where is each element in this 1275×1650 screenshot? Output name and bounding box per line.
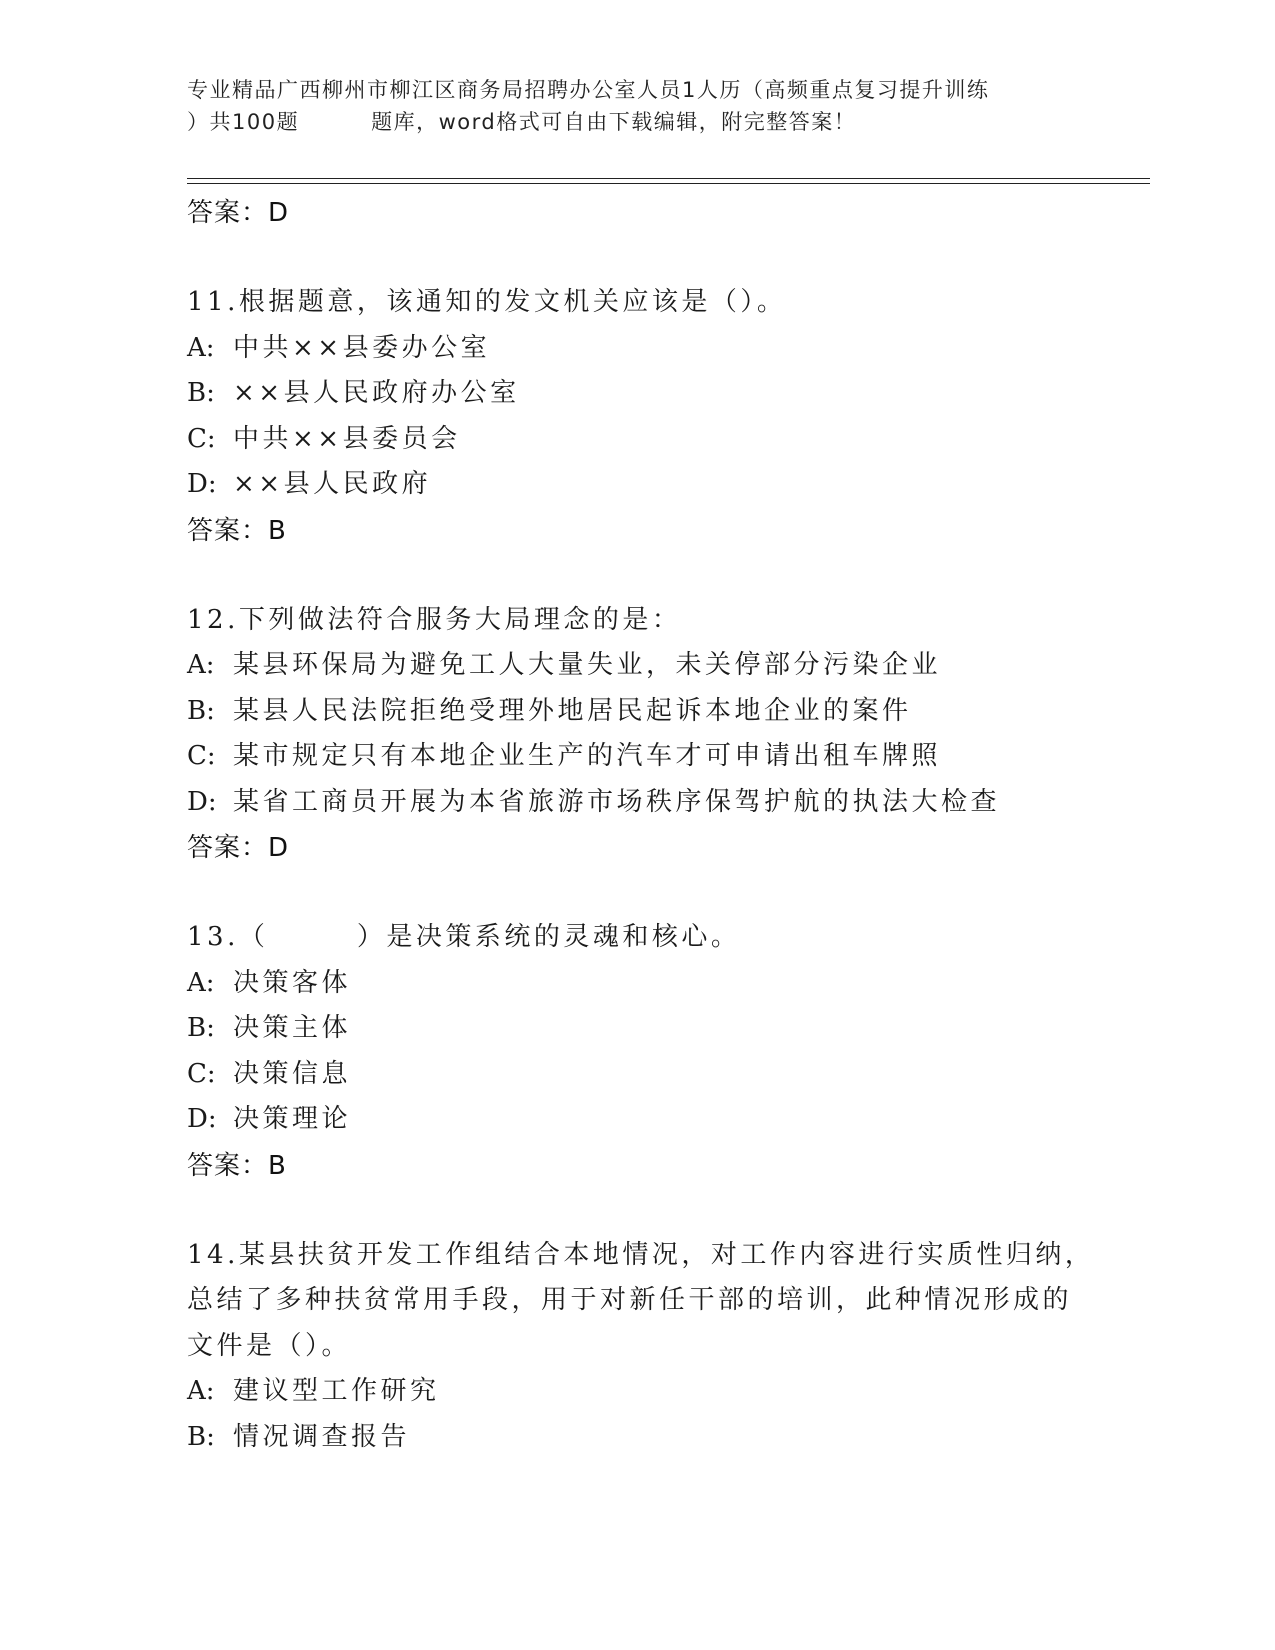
option-text: ××县人民政府 bbox=[233, 469, 432, 499]
question-answer: 答案：B bbox=[187, 1150, 287, 1181]
question-list bbox=[187, 190, 1147, 1460]
option-key: C: bbox=[187, 423, 216, 454]
question-line: 根据题意，该通知的发文机关应该是（）。 bbox=[238, 287, 787, 317]
option-text: 某省工商员开展为本省旅游市场秩序保驾护航的执法大检查 bbox=[233, 786, 1001, 817]
question-13 bbox=[187, 915, 1147, 1189]
option-key: A: bbox=[187, 1376, 215, 1406]
question-text-continued: 总结了多种扶贫常用手段，用于对新任干部的培训，此种情况形成的 bbox=[187, 1285, 1073, 1315]
option-text: 建议型工作研究 bbox=[233, 1376, 440, 1406]
option-text: 情况调查报告 bbox=[233, 1421, 411, 1452]
option-text: 决策主体 bbox=[233, 1013, 352, 1043]
option-b bbox=[187, 371, 1147, 417]
header-line-2 bbox=[187, 106, 1087, 138]
question-number: 14. bbox=[187, 1239, 239, 1270]
question-text bbox=[187, 280, 1147, 326]
option-key: D: bbox=[187, 1104, 217, 1134]
option-text: 决策理论 bbox=[233, 1104, 352, 1134]
previous-question-answer: 答案：D bbox=[187, 198, 290, 228]
option-text: 中共××县委办公室 bbox=[233, 332, 491, 363]
question-11 bbox=[187, 280, 1147, 554]
option-c bbox=[187, 417, 1147, 463]
option-key: C: bbox=[187, 741, 216, 771]
option-c bbox=[187, 734, 1147, 780]
question-line: 下列做法符合服务大局理念的是： bbox=[238, 604, 682, 635]
question-answer: 答案：B bbox=[187, 515, 287, 546]
header-rule-top bbox=[187, 178, 1150, 179]
question-line: （ ）是决策系统的灵魂和核心。 bbox=[238, 922, 741, 952]
option-key: B: bbox=[187, 1013, 215, 1043]
question-answer: 答案：D bbox=[187, 833, 290, 863]
option-key: A: bbox=[187, 967, 215, 998]
header-line-2-part-1: ）共100题 bbox=[187, 110, 300, 134]
option-text: 决策客体 bbox=[233, 967, 352, 998]
question-number: 12. bbox=[187, 604, 239, 635]
question-number: 11. bbox=[187, 287, 239, 317]
option-a bbox=[187, 643, 1147, 689]
option-key: B: bbox=[187, 378, 215, 408]
option-key: A: bbox=[187, 650, 215, 680]
option-a bbox=[187, 1369, 1147, 1415]
option-a bbox=[187, 326, 1147, 372]
question-14 bbox=[187, 1233, 1147, 1461]
option-d bbox=[187, 780, 1147, 826]
option-b bbox=[187, 1006, 1147, 1052]
option-d bbox=[187, 1097, 1147, 1143]
header-line-1: 专业精品广西柳州市柳江区商务局招聘办公室人员1人历（高频重点复习提升训练 bbox=[187, 78, 990, 102]
option-text: 决策信息 bbox=[233, 1058, 352, 1089]
option-text: ××县人民政府办公室 bbox=[233, 378, 520, 408]
option-key: D: bbox=[187, 786, 217, 817]
option-key: B: bbox=[187, 695, 215, 726]
question-text bbox=[187, 1233, 1147, 1279]
option-text: 中共××县委员会 bbox=[233, 423, 461, 454]
page-header bbox=[187, 74, 1087, 138]
question-line: 某县扶贫开发工作组结合本地情况，对工作内容进行实质性归纳， bbox=[238, 1239, 1095, 1270]
option-text: 某市规定只有本地企业生产的汽车才可申请出租车牌照 bbox=[233, 741, 942, 771]
question-12 bbox=[187, 598, 1147, 872]
option-c bbox=[187, 1052, 1147, 1098]
option-key: A: bbox=[187, 332, 215, 363]
option-d bbox=[187, 462, 1147, 508]
header-rule-bottom bbox=[187, 183, 1150, 184]
option-key: C: bbox=[187, 1058, 216, 1089]
header-line-2-part-2: 题库，word格式可自由下载编辑，附完整答案！ bbox=[371, 110, 857, 134]
option-text: 某县人民法院拒绝受理外地居民起诉本地企业的案件 bbox=[233, 695, 912, 726]
option-b bbox=[187, 689, 1147, 735]
question-text bbox=[187, 598, 1147, 644]
question-number: 13. bbox=[187, 922, 239, 952]
option-a bbox=[187, 961, 1147, 1007]
question-text-continued: 文件是（）。 bbox=[187, 1330, 352, 1361]
option-text: 某县环保局为避免工人大量失业，未关停部分污染企业 bbox=[233, 650, 942, 680]
question-text bbox=[187, 915, 1147, 961]
option-key: B: bbox=[187, 1421, 215, 1452]
option-key: D: bbox=[187, 469, 217, 499]
option-b bbox=[187, 1415, 1147, 1461]
